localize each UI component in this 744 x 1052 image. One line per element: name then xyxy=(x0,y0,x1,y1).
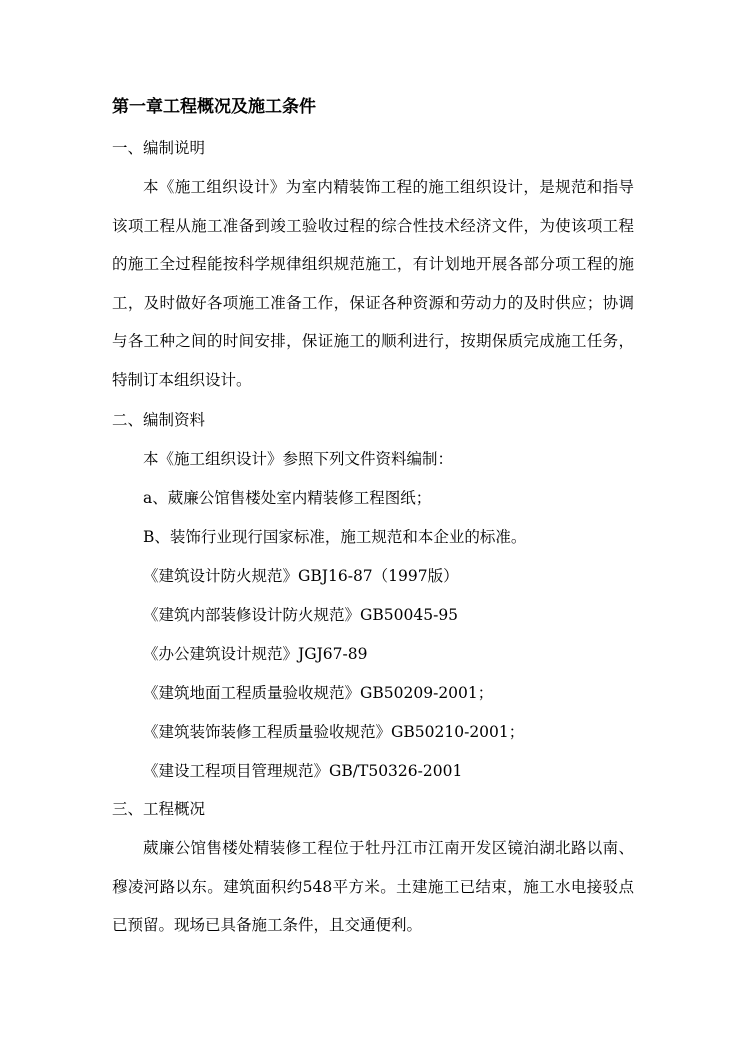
reference-item: 《建设工程项目管理规范》GB/T50326-2001 xyxy=(143,762,463,780)
section-heading-3: 三、工程概况 xyxy=(112,800,206,818)
reference-item: 《建筑装饰装修工程质量验收规范》GB50210-2001； xyxy=(143,723,525,741)
section-1-paragraph: 本《施工组织设计》为室内精装饰工程的施工组织设计，是规范和指导该项工程从施工准备到竣工验收过程的综合性技术经济文件，为使该项工程的施工全过程能按科学规律组织规范施工，有计划地开展各部分项工程的施工，及时做好各项施工准备工作，保证各种资源和劳动力的及时供应；协调与各工种之间的时间安排，保证施工的顺利进行，按期保质完成施工任务，特制订本组织设计。 xyxy=(112,178,634,389)
section-3-paragraph: 葳廉公馆售楼处精装修工程位于牡丹江市江南开发区镜泊湖北路以南、穆凌河路以东。建筑面积约548平方米。土建施工已结束，施工水电接驳点已预留。现场已具备施工条件，且交通便利。 xyxy=(112,839,634,934)
section-heading-1: 一、编制说明 xyxy=(112,139,206,157)
reference-item: B、装饰行业现行国家标准，施工规范和本企业的标准。 xyxy=(143,528,527,546)
section-2-intro: 本《施工组织设计》参照下列文件资料编制： xyxy=(143,450,454,468)
reference-item: 《办公建筑设计规范》JGJ67-89 xyxy=(143,645,368,663)
reference-item: 《建筑内部装修设计防火规范》GB50045-95 xyxy=(143,606,459,624)
reference-item: a、葳廉公馆售楼处室内精装修工程图纸； xyxy=(143,489,432,507)
reference-item: 《建筑地面工程质量验收规范》GB50209-2001； xyxy=(143,684,494,702)
reference-item: 《建筑设计防火规范》GBJ16-87（1997版） xyxy=(143,567,459,585)
chapter-title: 第一章工程概况及施工条件 xyxy=(112,97,316,117)
section-heading-2: 二、编制资料 xyxy=(112,411,206,429)
